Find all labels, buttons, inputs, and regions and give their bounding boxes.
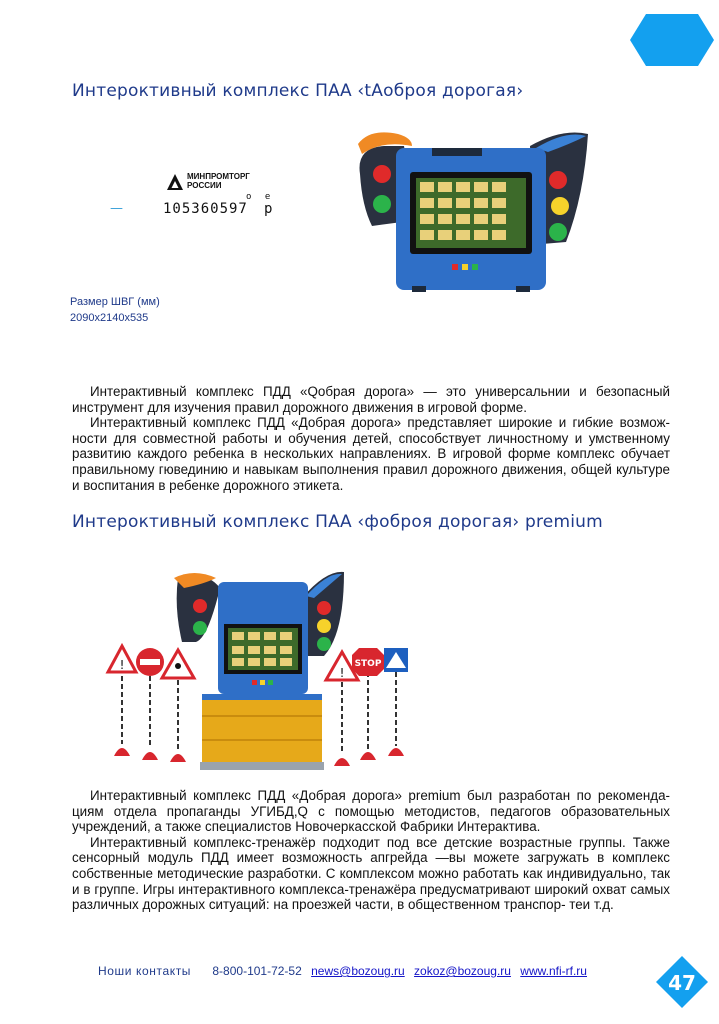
cert-suffix: р: [264, 201, 273, 217]
size-value: 2090x2140x535: [70, 312, 149, 324]
certificate-block: [110, 170, 310, 220]
section1-paragraph: Интерактивный комплекс ПДД «Добрая дорога» представляет широкие и гибкие возмож- ности для совместной работы и обучения детей, способствует личностному и умственному развитию каждого ребенка в нескольких направлениях. В игровой форме комплекс обучает правильному гювединию и навыкам выполнения правил дорожного движения, общей культуре и воспитания в ребенке дорожного этикета.: [72, 415, 670, 493]
svg-text:!: !: [339, 666, 345, 680]
stop-sign-text: STOP: [354, 659, 382, 669]
footer-label: Ноши контакты: [98, 964, 192, 978]
cert-number: 105360597: [163, 201, 248, 217]
product-image-premium: [104, 568, 410, 774]
svg-text:!: !: [119, 658, 125, 672]
logo-text-line1: МИНПРОМТОРГ: [187, 172, 250, 181]
section2-paragraph: Интерактивный комплекс ПДД «Добрая дорога» premium был разработан по рекоменда- циям отдела пропаганды УГИБД,Q с помощью методистов, педагогов образовательных учреждений, а также специалистов Новочеркасской Фабрики Интерактива.: [72, 788, 670, 835]
footer-site-link[interactable]: www.nfi-rf.ru: [520, 964, 587, 978]
page-number: 47: [668, 971, 696, 995]
logo-text-line2: РОССИИ: [187, 181, 222, 190]
section2-text: [72, 788, 670, 913]
footer-contacts: [98, 964, 587, 978]
cert-dash: —: [110, 201, 123, 216]
section1-paragraph: Интерактивный комплекс ПДД «Qобрая дорога» — это универсальнии и безопасный инструмент для изучения правил дорожного движения в игровой форме.: [72, 384, 670, 415]
footer-email-news[interactable]: news@bozoug.ru: [311, 964, 405, 978]
minpromtorg-logo-icon: [166, 173, 184, 191]
page-number-badge: [654, 954, 710, 1010]
footer-phone: 8-800-101-72-52: [212, 964, 302, 978]
section2-paragraph: Интерактивный комплекс-тренажёр подходит под все детские возрастные группы. Также сенсорный модуль ПДД имеет возможность апгрейда —вы можете загружать в комплекс собственные методические разработки. С комплексом можно работать как индивидуально, так и в группе. Игры интерактивного комплекса-тренажёра предусматривают широкий охват самых различных дорожных ситуаций: на проезжей части, в общественном транспор- теи т.д.: [72, 834, 670, 913]
hexagon-decoration: [628, 12, 716, 68]
size-label: Размер ШВГ (мм): [70, 296, 160, 308]
cert-superscript: о е: [246, 192, 275, 202]
section2-title: Интероктивный комплекс ПАА ‹фоброя дорогая› premium: [72, 512, 603, 532]
product-image-standard: [352, 126, 592, 294]
section1-title: Интероктивный комплекс ПАА ‹tAоброя дорогая›: [72, 81, 524, 101]
section1-text: [72, 384, 670, 493]
size-info: [70, 294, 160, 326]
footer-email-zokoz[interactable]: zokoz@bozoug.ru: [414, 964, 511, 978]
